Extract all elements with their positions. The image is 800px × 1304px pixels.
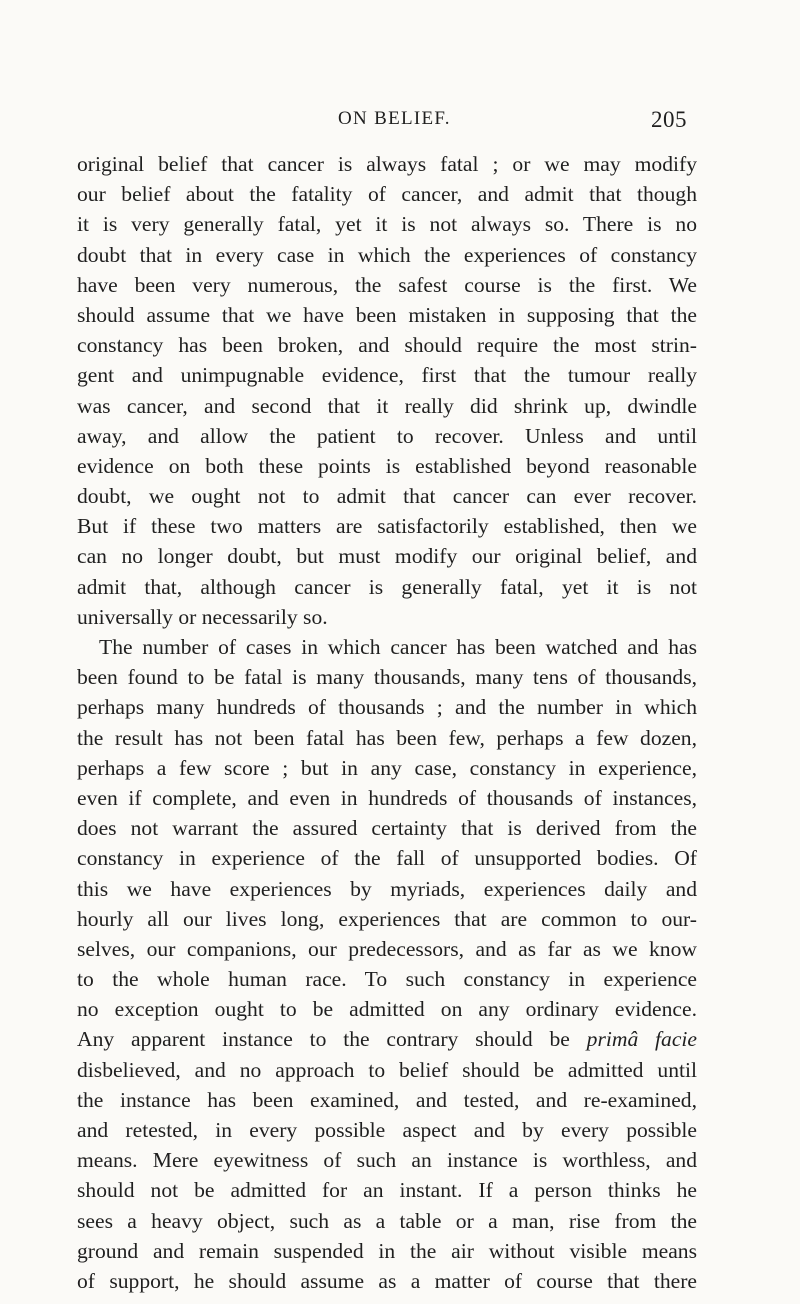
text-line: and retested, in every possible aspect and by every possible [77, 1118, 697, 1142]
text-line-with-italic [77, 1024, 697, 1054]
text-line: selves, our companions, our predecessors, and as far as we know [77, 936, 697, 961]
text-line: gent and unimpugnable evidence, first that the tumour really [77, 363, 697, 388]
text-line: should assume that we have been mistaken in supposing that the [77, 302, 697, 327]
running-head [0, 0, 800, 130]
text-line: no exception ought to be admitted on any ordinary evidence. [77, 997, 697, 1022]
text-line: the result has not been fatal has been few, perhaps a few dozen, [77, 725, 697, 750]
text-line: doubt that in every case in which the experiences of constancy [77, 242, 697, 267]
text-line: our belief about the fatality of cancer, and admit that though [77, 182, 697, 207]
text-line: evidence on both these points is established beyond reasonable [77, 453, 697, 478]
text-line: was cancer, and second that it really did shrink up, dwindle [77, 393, 697, 418]
text-line: But if these two matters are satisfactorily established, then we [77, 514, 697, 539]
text-line: of support, he should assume as a matter of course that there [77, 1268, 697, 1293]
running-head-title: ON BELIEF. [338, 108, 451, 129]
text-line: the instance has been examined, and tested, and re-examined, [77, 1087, 697, 1112]
text-line: hourly all our lives long, experiences that are common to our- [77, 906, 697, 931]
text-line: doubt, we ought not to admit that cancer can ever recover. [77, 484, 697, 509]
text-line: The number of cases in which cancer has been watched and has [99, 635, 697, 659]
text-line: even if complete, and even in hundreds of thousands of instances, [77, 785, 697, 810]
text-line: been found to be fatal is many thousands, many tens of thousands, [77, 665, 697, 690]
italic-phrase: primâ facie [586, 1027, 697, 1052]
text-line: ground and remain suspended in the air without visible means [77, 1238, 697, 1263]
text-line: admit that, although cancer is generally fatal, yet it is not [77, 574, 697, 599]
body-text [77, 149, 697, 1296]
text-line: can no longer doubt, but must modify our original belief, and [77, 544, 697, 569]
text-line: away, and allow the patient to recover. Unless and until [77, 423, 697, 448]
text-line: perhaps a few score ; but in any case, constancy in experience, [77, 755, 697, 780]
text-line: have been very numerous, the safest course is the first. We [77, 272, 697, 297]
text-line: does not warrant the assured certainty that is derived from the [77, 816, 697, 841]
text-line: universally or necessarily so. [77, 604, 328, 629]
text-line: this we have experiences by myriads, experiences daily and [77, 876, 697, 901]
text-line: perhaps many hundreds of thousands ; and the number in which [77, 695, 697, 720]
text-line: constancy has been broken, and should require the most strin- [77, 333, 697, 358]
text-line: means. Mere eyewitness of such an instance is worthless, and [77, 1148, 697, 1173]
page-number: 205 [651, 107, 687, 132]
text-line: original belief that cancer is always fatal ; or we may modify [77, 152, 697, 176]
text-line: to the whole human race. To such constancy in experience [77, 967, 697, 992]
text-line: should not be admitted for an instant. If a person thinks he [77, 1178, 697, 1203]
text-line: constancy in experience of the fall of unsupported bodies. Of [77, 846, 697, 871]
line-text: Any apparent instance to the contrary should be [77, 1027, 570, 1052]
text-line: it is very generally fatal, yet it is not always so. There is no [77, 212, 697, 237]
text-line: disbelieved, and no approach to belief should be admitted until [77, 1057, 697, 1082]
text-line: sees a heavy object, such as a table or a man, rise from the [77, 1208, 697, 1233]
